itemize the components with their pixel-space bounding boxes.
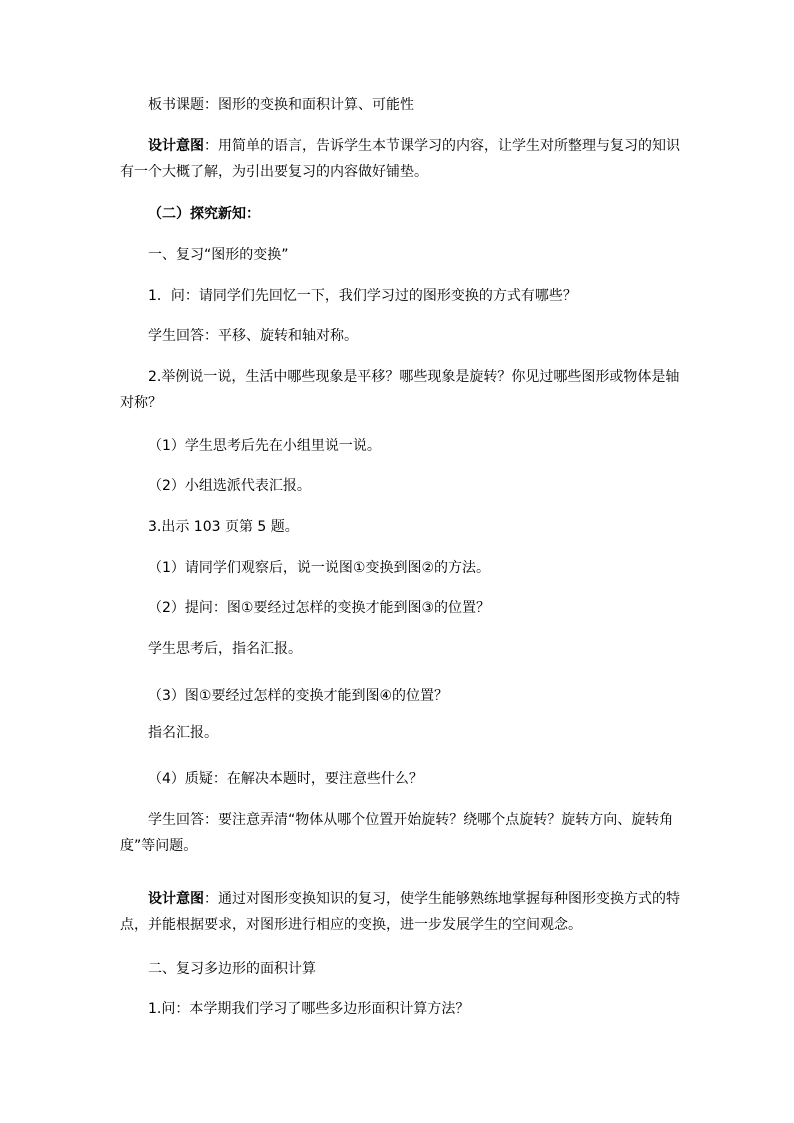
question-3: 3.出示 103 页第 5 题。	[148, 519, 299, 535]
question-2-step-1: （1）学生思考后先在小组里说一说。	[148, 438, 381, 454]
design-intent-label: 设计意图	[148, 891, 204, 907]
answer-3-step-3: 指名汇报。	[148, 725, 218, 741]
question-2-step-2: （2）小组选派代表汇报。	[148, 478, 311, 494]
question-4: 1.问：本学期我们学习了哪些多边形面积计算方法？	[148, 1001, 470, 1017]
answer-3-step-2: 学生思考后，指名汇报。	[148, 641, 302, 657]
question-3-step-4: （4）质疑：在解决本题时，要注意些什么？	[148, 771, 423, 787]
part-heading-area: 二、复习多边形的面积计算	[148, 961, 316, 977]
answer-1: 学生回答：平移、旋转和轴对称。	[148, 328, 358, 344]
board-title: 板书课题：图形的变换和面积计算、可能性	[148, 97, 414, 113]
question-3-step-1: （1）请同学们观察后，说一说图①变换到图②的方法。	[148, 560, 491, 576]
design-intent-text: ：用简单的语言，告诉学生本节课学习的内容，让学生对所整理与复习的知识有一个大概了解，为引出要复习的内容做好铺垫。	[120, 138, 680, 180]
question-2: 2.举例说一说，生活中哪些现象是平移？哪些现象是旋转？你见过哪些图形或物体是轴对称？	[120, 369, 680, 411]
question-3-step-2: （2）提问：图①要经过怎样的变换才能到图③的位置？	[148, 600, 491, 616]
design-intent-text: ：通过对图形变换知识的复习，使学生能够熟练地掌握每种图形变换方式的特点，并能根据要求，对图形进行相应的变换，进一步发展学生的空间观念。	[120, 891, 680, 933]
part-heading-transform: 一、复习“图形的变换”	[148, 247, 289, 263]
design-intent-paragraph-1	[120, 133, 680, 185]
question-3-step-3: （3）图①要经过怎样的变换才能到图④的位置？	[148, 688, 449, 704]
section-heading: （二）探究新知：	[148, 206, 260, 222]
question-1: 1．问：请同学们先回忆一下，我们学习过的图形变换的方式有哪些？	[148, 288, 577, 304]
design-intent-label: 设计意图	[148, 138, 204, 154]
design-intent-paragraph-2	[120, 886, 680, 938]
answer-3-step-4: 学生回答：要注意弄清“物体从哪个位置开始旋转？绕哪个点旋转？旋转方向、旋转角度”等问题。	[120, 812, 674, 854]
